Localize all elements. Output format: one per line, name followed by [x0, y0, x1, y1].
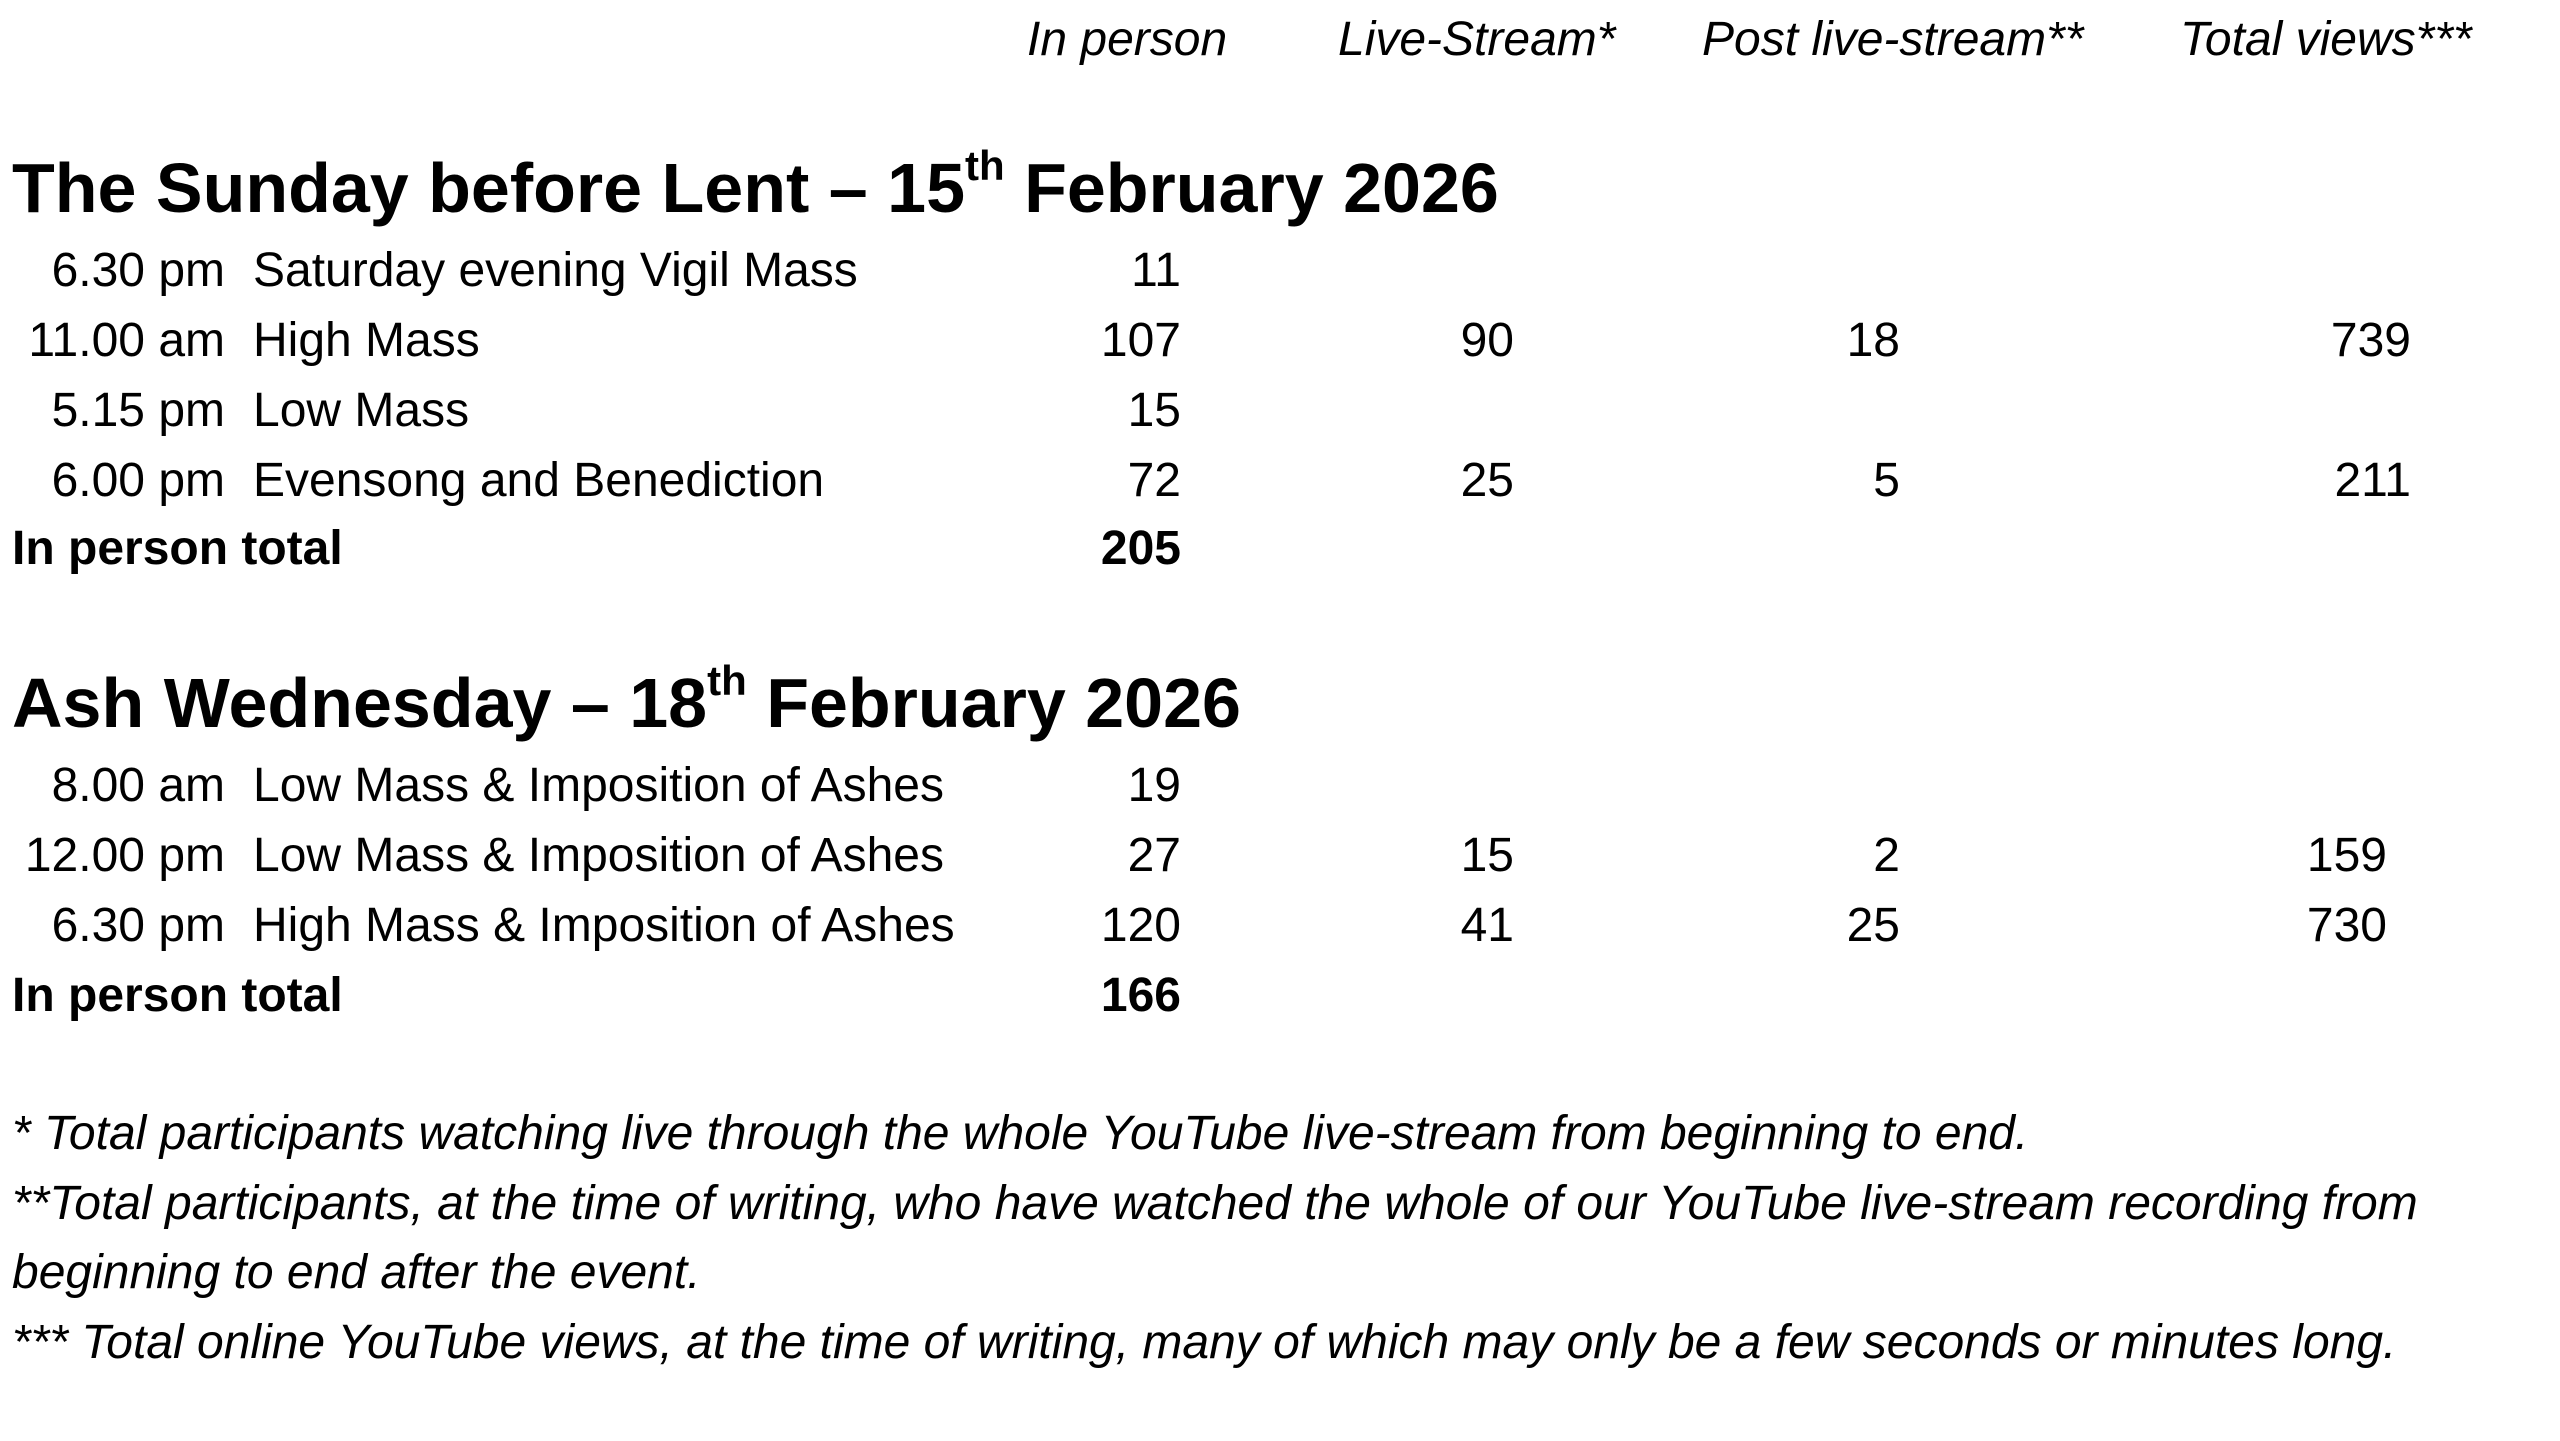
post-live-stream-count: 18	[1846, 314, 1900, 367]
section-title-ash-wednesday	[12, 656, 1241, 745]
service-row	[0, 891, 2560, 961]
in-person-total-value: 205	[1100, 522, 1181, 575]
in-person-count: 19	[1127, 759, 1181, 812]
total-views-count: 730	[2306, 899, 2387, 952]
in-person-count: 15	[1127, 384, 1181, 437]
section-title-ordinal-suffix: th	[707, 656, 747, 704]
service-time: 6.30 pm	[51, 899, 225, 952]
footnote-post-live-stream: **Total participants, at the time of writing, who have watched the whole of our YouTube live-stream recording from beginning to end after the event.	[12, 1176, 2418, 1299]
service-time: 6.30 pm	[51, 244, 225, 297]
post-live-stream-count: 5	[1873, 454, 1900, 507]
in-person-count: 72	[1127, 454, 1181, 507]
post-live-stream-count: 2	[1873, 829, 1900, 882]
total-views-count: 739	[2330, 314, 2411, 367]
service-name: High Mass	[253, 314, 480, 367]
post-live-stream-count: 25	[1846, 899, 1900, 952]
service-row	[0, 236, 2560, 306]
service-name: Saturday evening Vigil Mass	[253, 244, 858, 297]
service-name: Low Mass & Imposition of Ashes	[253, 759, 944, 812]
column-header-total-views: Total views***	[2180, 13, 2472, 66]
section-title-date: February 2026	[746, 664, 1241, 742]
service-name: Low Mass & Imposition of Ashes	[253, 829, 944, 882]
in-person-count: 107	[1100, 314, 1181, 367]
section-title-text: The Sunday before Lent – 15	[12, 149, 965, 227]
in-person-count: 11	[1131, 244, 1181, 297]
section-title-sunday-before-lent	[12, 141, 1499, 230]
service-name: Evensong and Benediction	[253, 454, 825, 507]
section-title-ordinal-suffix: th	[965, 141, 1005, 189]
service-row	[0, 751, 2560, 821]
total-views-count: 211	[2334, 454, 2411, 507]
in-person-total-row	[0, 961, 2560, 1031]
live-stream-count: 41	[1460, 899, 1514, 952]
total-views-count: 159	[2306, 829, 2387, 882]
service-row	[0, 306, 2560, 376]
in-person-count: 120	[1100, 899, 1181, 952]
service-time: 8.00 am	[51, 759, 225, 812]
footnotes	[12, 1099, 2552, 1377]
service-time: 12.00 pm	[24, 829, 225, 882]
footnote-total-views: *** Total online YouTube views, at the time of writing, many of which may only be a few seconds or minutes long.	[12, 1315, 2397, 1369]
service-row	[0, 376, 2560, 446]
section-title-text: Ash Wednesday – 18	[12, 664, 708, 742]
service-row	[0, 821, 2560, 891]
in-person-total-value: 166	[1100, 969, 1181, 1022]
service-row	[0, 446, 2560, 516]
service-name: High Mass & Imposition of Ashes	[253, 899, 955, 952]
live-stream-count: 15	[1460, 829, 1514, 882]
live-stream-count: 90	[1460, 314, 1514, 367]
column-header-in-person: In person	[1027, 13, 1228, 66]
column-header-post-live-stream: Post live-stream**	[1702, 13, 2084, 66]
in-person-total-label: In person total	[12, 522, 343, 575]
live-stream-count: 25	[1460, 454, 1514, 507]
service-name: Low Mass	[253, 384, 470, 437]
in-person-count: 27	[1127, 829, 1181, 882]
in-person-total-label: In person total	[12, 969, 343, 1022]
in-person-total-row	[0, 514, 2560, 584]
section-title-date: February 2026	[1004, 149, 1499, 227]
service-time: 5.15 pm	[51, 384, 225, 437]
footnote-live-stream: * Total participants watching live through the whole YouTube live-stream from beginning to end.	[12, 1107, 2029, 1160]
column-header-live-stream: Live-Stream*	[1338, 13, 1616, 66]
service-time: 11.00 am	[28, 314, 225, 367]
service-time: 6.00 pm	[51, 454, 225, 507]
